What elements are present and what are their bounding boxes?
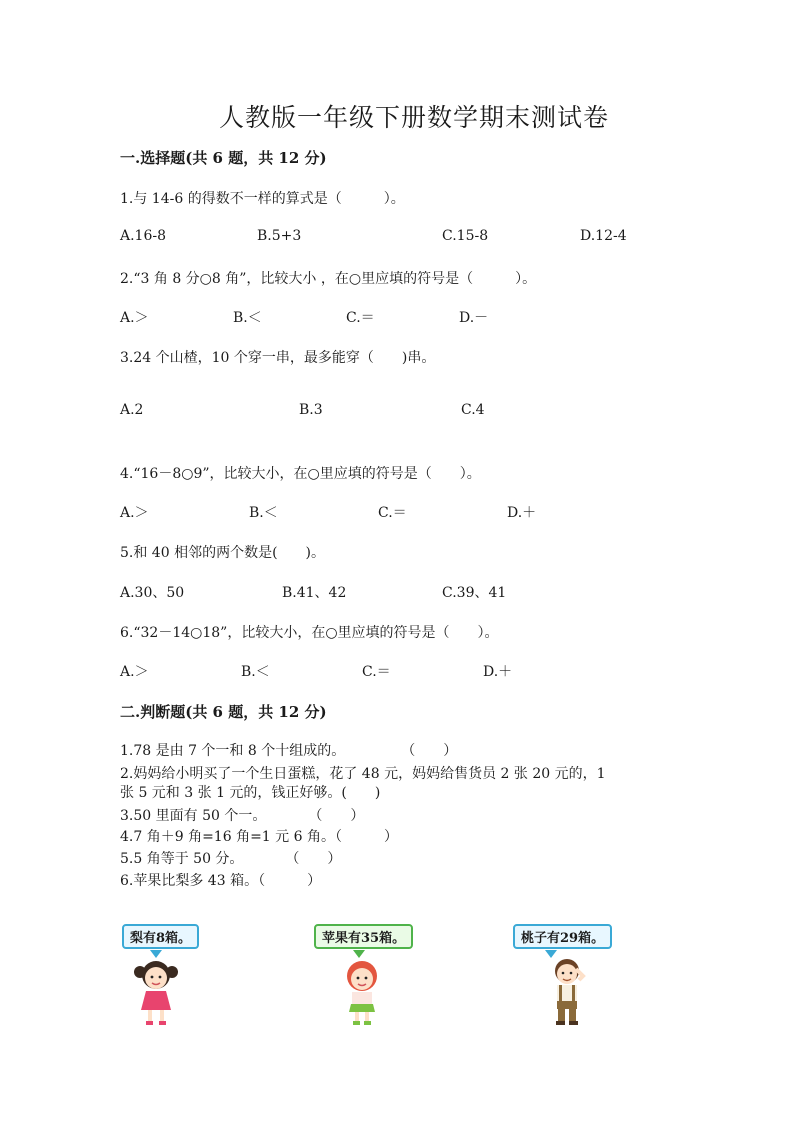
judge-line-4: 3.50 里面有 50 个一。 （ ） [120, 808, 365, 824]
q3-option-a: A.2 [120, 402, 144, 418]
q2-option-a: A.＞ [120, 310, 149, 326]
q3-option-b: B.3 [299, 402, 323, 418]
question-1: 1.与 14-6 的得数不一样的算式是（ ）。 [120, 191, 405, 207]
judge-line-1: 1.78 是由 7 个一和 8 个十组成的。 （ ） [120, 743, 458, 759]
q2-option-b: B.＜ [233, 310, 262, 326]
speech-apple-text: 苹果有35箱。 [322, 931, 406, 946]
q4-option-a: A.＞ [120, 505, 149, 521]
speech-bubble-pear [122, 924, 199, 949]
q5-option-c: C.39、41 [442, 585, 507, 601]
q1-option-d: D.12-4 [580, 228, 627, 244]
judge-line-6: 5.5 角等于 50 分。 （ ） [120, 851, 342, 867]
question-6: 6.“32－14○18”，比较大小，在○里应填的符号是（ ）。 [120, 625, 499, 641]
speech-bubble-peach [513, 924, 612, 949]
judge-line-2: 2.妈妈给小明买了一个生日蛋糕，花了 48 元，妈妈给售货员 2 张 20 元的，1 [120, 766, 606, 782]
q6-option-a: A.＞ [120, 664, 149, 680]
speech-pear-text: 梨有8箱。 [130, 931, 192, 946]
q4-option-d: D.＋ [507, 505, 537, 521]
judge-line-3: 张 5 元和 3 张 1 元的，钱正好够。( ) [120, 785, 381, 801]
q2-option-c: C.＝ [346, 310, 375, 326]
q2-option-d: D.－ [459, 310, 489, 326]
question-3: 3.24 个山楂，10 个穿一串，最多能穿（ )串。 [120, 350, 436, 366]
q5-option-b: B.41、42 [282, 585, 347, 601]
speech-tail-apple [353, 950, 365, 958]
q1-option-b: B.5+3 [257, 228, 302, 244]
boy-figure [543, 956, 593, 1028]
question-5: 5.和 40 相邻的两个数是( )。 [120, 545, 325, 561]
question-2: 2.“3 角 8 分○8 角”，比较大小 ，在○里应填的符号是（ ）。 [120, 271, 537, 287]
judge-line-5: 4.7 角＋9 角=16 角=1 元 6 角。（ ） [120, 829, 398, 845]
q5-option-a: A.30、50 [120, 585, 185, 601]
q6-option-c: C.＝ [362, 664, 391, 680]
speech-tail-pear [150, 950, 162, 958]
q6-option-b: B.＜ [241, 664, 270, 680]
q6-option-d: D.＋ [483, 664, 513, 680]
question-4: 4.“16－8○9”，比较大小，在○里应填的符号是（ ）。 [120, 466, 481, 482]
page-title: 人教版一年级下册数学期末测试卷 [219, 103, 610, 132]
girl-figure-2 [337, 958, 387, 1028]
q1-option-a: A.16-8 [120, 228, 167, 244]
judge-line-7: 6.苹果比梨多 43 箱。（ ） [120, 873, 322, 889]
speech-bubble-apple [314, 924, 413, 949]
speech-peach-text: 桃子有29箱。 [521, 931, 605, 946]
girl-figure-1 [131, 958, 181, 1028]
q3-option-c: C.4 [461, 402, 485, 418]
section1-heading: 一.选择题(共 6 题，共 12 分) [120, 149, 327, 167]
q4-option-b: B.＜ [249, 505, 278, 521]
q4-option-c: C.＝ [378, 505, 407, 521]
q1-option-c: C.15-8 [442, 228, 489, 244]
section2-heading: 二.判断题(共 6 题，共 12 分) [120, 703, 327, 721]
